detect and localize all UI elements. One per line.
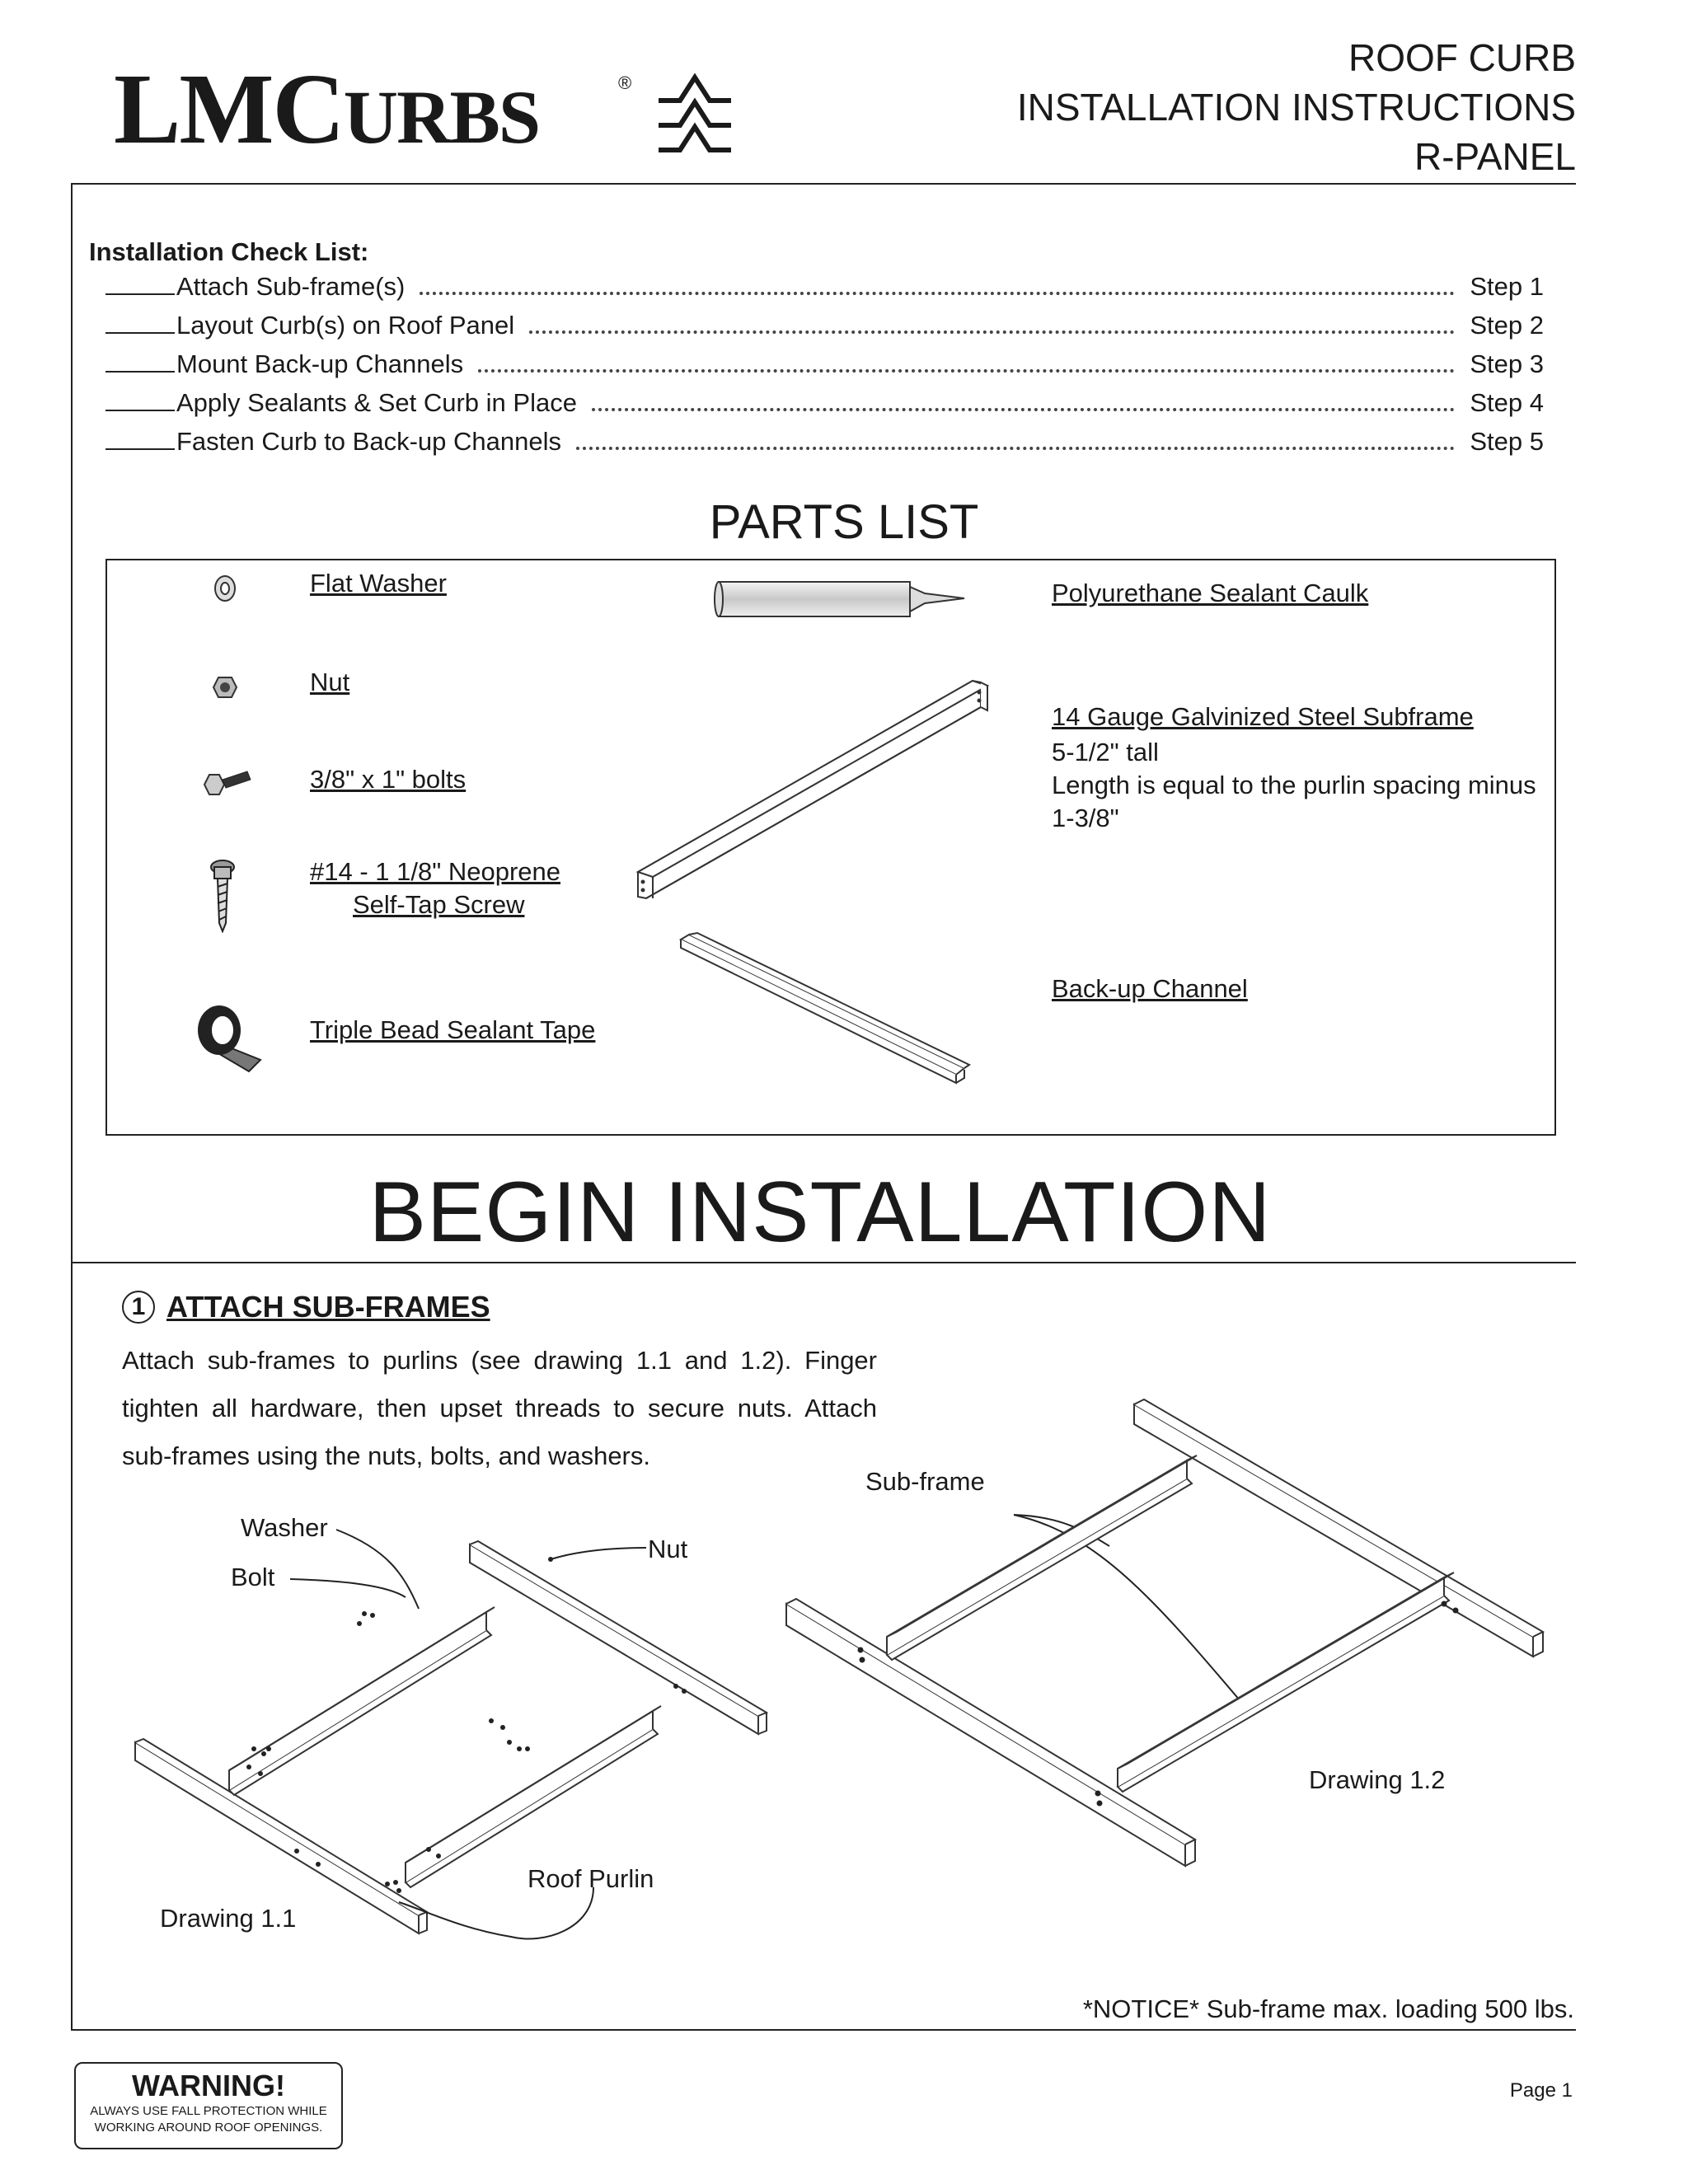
warning-line: ALWAYS USE FALL PROTECTION WHILE	[90, 2104, 327, 2118]
begin-installation-heading: BEGIN INSTALLATION	[368, 1165, 1272, 1260]
washer-callout: Washer	[241, 1513, 328, 1542]
bolt-icon	[201, 765, 252, 804]
flat-washer-icon	[211, 572, 239, 605]
section-divider	[71, 1262, 1576, 1263]
bottom-divider	[71, 2029, 1576, 2031]
sealant-tape-label: Triple Bead Sealant Tape	[310, 1015, 596, 1044]
backup-channel-label: Back-up Channel	[1052, 974, 1248, 1003]
checklist-item: Mount Back-up Channels Step 3	[106, 349, 1544, 388]
warning-title: WARNING!	[132, 2069, 285, 2102]
fall-protection-warning	[74, 2062, 343, 2149]
drawing-1-1-label: Drawing 1.1	[160, 1904, 297, 1933]
backup-channel-illustration	[676, 928, 973, 1093]
header-divider	[71, 183, 1576, 185]
title-line: INSTALLATION INSTRUCTIONS	[1016, 86, 1576, 129]
title-line: R-PANEL	[1414, 135, 1576, 178]
nut-icon	[212, 674, 238, 701]
subframe-height: 5-1/2" tall	[1052, 738, 1159, 766]
curb-logo-icon	[655, 68, 734, 158]
checklist-title: Installation Check List:	[89, 237, 369, 266]
screw-label-line1: #14 - 1 1/8" Neoprene	[310, 857, 560, 886]
checklist-item: Apply Sealants & Set Curb in Place Step 4	[106, 388, 1544, 427]
page-number: Page 1	[1509, 2079, 1573, 2102]
checklist-item: Layout Curb(s) on Roof Panel Step 2	[106, 311, 1544, 349]
subframe-illustration	[626, 666, 997, 910]
subframe-title: 14 Gauge Galvinized Steel Subframe	[1052, 702, 1474, 731]
title-line: ROOF CURB	[1348, 36, 1576, 79]
step-1-heading	[122, 1290, 490, 1324]
drawing-1-2-label: Drawing 1.2	[1309, 1765, 1446, 1794]
subframe-length-note: Length is equal to the purlin spacing minus	[1052, 771, 1536, 799]
registered-mark: ®	[618, 73, 632, 93]
nut-callout: Nut	[648, 1535, 688, 1563]
screw-label-line2: Self-Tap Screw	[353, 890, 525, 919]
caulk-label: Polyurethane Sealant Caulk	[1052, 579, 1369, 607]
parts-list-title: PARTS LIST	[709, 495, 979, 549]
step-number-badge: 1	[122, 1291, 155, 1324]
checklist-item: Fasten Curb to Back-up Channels Step 5	[106, 427, 1544, 466]
checklist-item: Attach Sub-frame(s) Step 1	[106, 272, 1544, 311]
subframe-length-value: 1-3/8"	[1052, 804, 1119, 832]
loading-notice: *NOTICE* Sub-frame max. loading 500 lbs.	[1082, 1994, 1574, 2023]
step-1-instructions: Attach sub-frames to purlins (see drawing 1.1 and 1.2). Finger tighten all hardware, then upset threads to secure nuts. Attach sub-frames using the nuts, bolts, and washers.	[122, 1346, 877, 1470]
drawing-1-2-illustration	[775, 1393, 1550, 1879]
bolts-label: 3/8" x 1" bolts	[310, 765, 467, 794]
company-logo: LMCURBS	[114, 54, 540, 165]
flat-washer-label: Flat Washer	[310, 569, 447, 598]
bolt-callout: Bolt	[231, 1563, 275, 1591]
sub-frame-callout: Sub-frame	[865, 1467, 985, 1496]
nut-label: Nut	[310, 668, 350, 696]
self-tap-screw-icon	[206, 857, 239, 933]
step-1-title: ATTACH SUB-FRAMES	[166, 1290, 490, 1324]
sealant-tape-icon	[195, 997, 264, 1073]
document-title	[1017, 33, 1576, 181]
warning-line: WORKING AROUND ROOF OPENINGS.	[94, 2121, 323, 2135]
checklist	[106, 272, 1544, 466]
roof-purlin-callout: Roof Purlin	[528, 1864, 654, 1893]
caulk-tube-icon	[714, 577, 969, 621]
